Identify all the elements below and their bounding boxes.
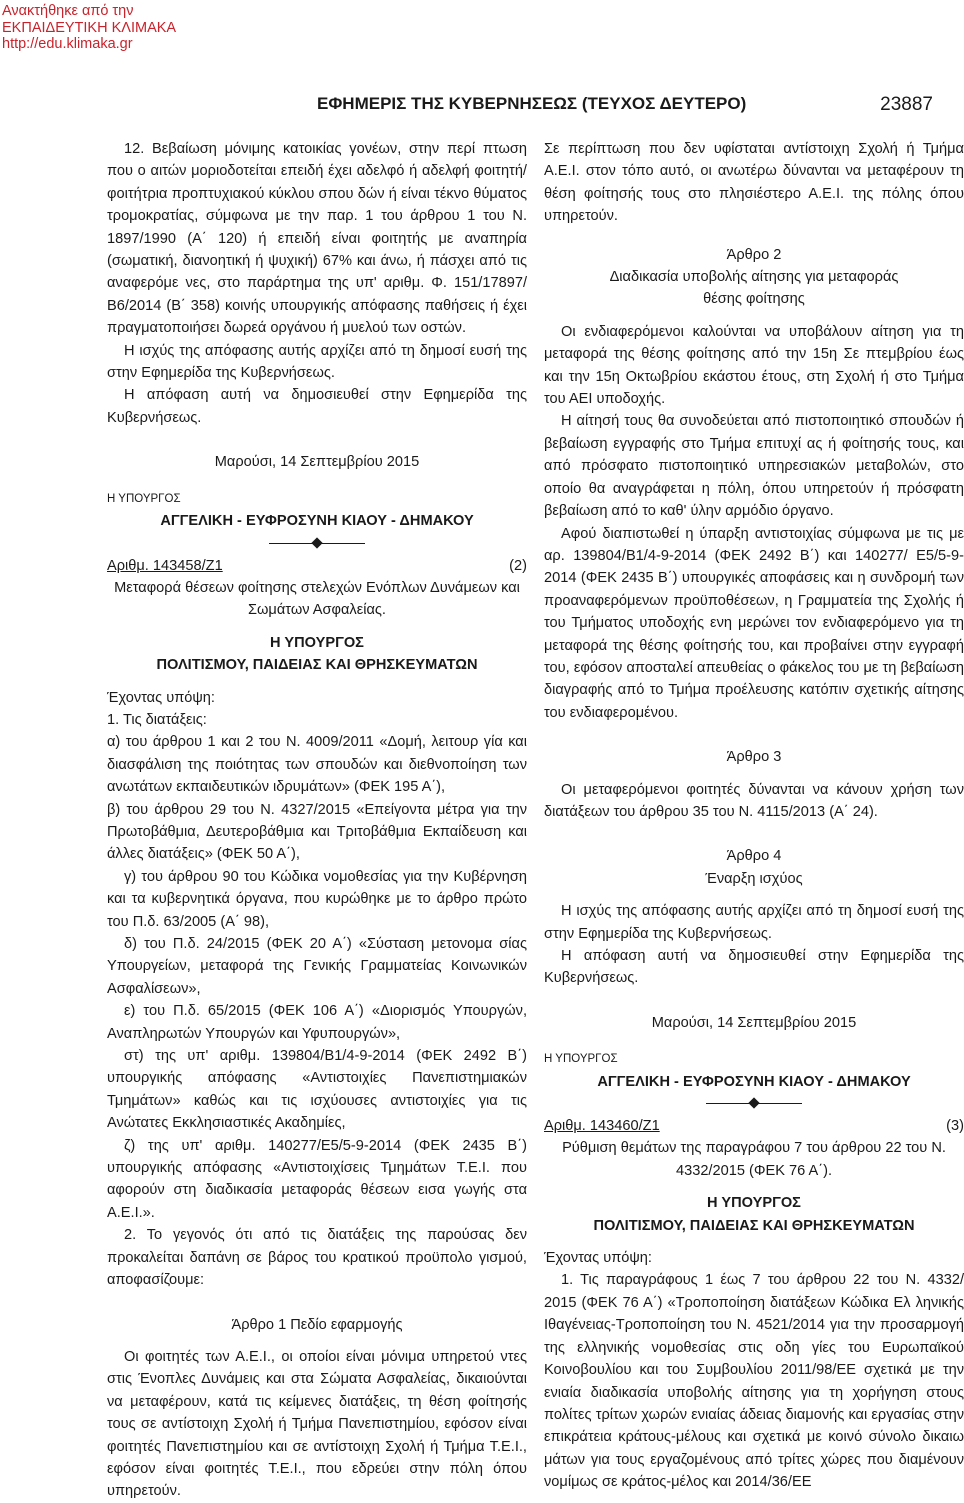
article-2-paragraph-1: Οι ενδιαφερόμενοι καλούνται να υποβάλουν αίτηση για τη μεταφορά της θέσης φοίτησης από την 15η Σε πτεμβρίου έως και την 15η Οκτωβρίου εκάστου έτους, στη Σχολή ή στο Τμήμα του ΑΕΙ υποδοχής. — [544, 323, 964, 408]
left-column — [107, 138, 527, 1503]
watermark — [2, 3, 176, 53]
minister-name-right: ΑΓΓΕΛΙΚΗ - ΕΥΦΡΟΣΥΝΗ ΚΙΑΟΥ - ΔΗΜΑΚΟΥ — [597, 1073, 911, 1090]
article-2-title-line-2: θέσης φοίτησης — [703, 291, 805, 308]
article-2-label: Άρθρο 2 — [726, 246, 782, 263]
separator-ornament-right — [706, 1097, 802, 1111]
decision-number: Αριθμ. 143458/Ζ1 — [107, 557, 223, 574]
item-g: γ) του άρθρου 90 του Κώδικα νομοθεσίας για την Κυβέρνηση και τα κυβερνητικά όργανα, που κυρώθηκε με το άρθρο πρώτο του Π.δ. 63/2005 (Α΄ 98), — [107, 868, 527, 930]
watermark-link[interactable]: http://edu.klimaka.gr — [2, 36, 133, 52]
gazette-title: ΕΦΗΜΕΡΙΣ ΤΗΣ ΚΥΒΕΡΝΗΣΕΩΣ (ΤΕΥΧΟΣ ΔΕΥΤΕΡΟ) — [317, 94, 747, 113]
article-2-paragraph-3: Αφού διαπιστωθεί η ύπαρξη αντιστοιχίας σύμφωνα με τις με αρ. 139804/Β1/4-9-2014 (ΦΕΚ 2492 Β΄) και 140277/ Ε5/5-9-2014 (ΦΕΚ 2435 Β΄) υπουργικές αποφάσεις και η συνδρομή των προαναφερόμενων προϋποθέσεων, η Γραμματεία της Σχολής ή του Τμήματος υποδοχής ενη μερώνει τον ενδιαφερόμενο για τη μεταφορά της θέσης φοίτησής του, και προβαίνει στην εγγραφή του, εφόσον αποσταλεί απευθείας ο φάκελος του με τη βεβαίωση διαγραφής από το Τμήμα προέλευσης κατόπιν σχετικής αίτησης του ενδιαφερομένου. — [544, 525, 964, 721]
issuer-title: Η ΥΠΟΥΡΓΟΣ — [270, 634, 364, 651]
right-column — [544, 138, 964, 1494]
article-4-paragraph-1: Η ισχύς της απόφασης αυτής αρχίζει από τη δημοσί ευσή της στην Εφημερίδα της Κυβερνήσεως. — [544, 903, 964, 942]
item-a: α) του άρθρου 1 και 2 του Ν. 4009/2011 «Δομή, λειτουρ γία και διασφάλιση της ποιότητας των σπουδών και διεθνοποίηση των ανωτάτων εκπαιδευτικών ιδρυμάτων» (ΦΕΚ 195 Α΄), — [107, 734, 527, 796]
page-header — [317, 94, 933, 116]
article-1-text: Οι φοιτητές των Α.Ε.Ι., οι οποίοι είναι μόνιμα υπηρετού ντες στις Ένοπλες Δυνάμεις και στα Σώματα Ασφαλείας, δικαιούνται να μεταφέρουν, κατά τις κείμενες διατάξεις, τη θέση φοίτησής τους σε αντίστοιχη Σχολή ή Τμήμα Πανεπιστημίου, εφόσον είναι φοιτητές Πανεπιστημίου και σε αντίστοιχη Σχολή ή Τμήμα Τ.Ε.Ι., εφόσον είναι φοιτητές Τ.Ε.Ι., που εδρεύει στην πόλη όπου υπηρετούν. — [107, 1348, 527, 1500]
decision-subject: Μεταφορά θέσεων φοίτησης στελεχών Ενόπλων Δυνάμεων και Σωμάτων Ασφαλείας. — [114, 579, 520, 619]
decision-number-right: Αριθμ. 143460/Ζ1 — [544, 1118, 660, 1135]
watermark-line-2: ΕΚΠΑΙΔΕΥΤΙΚΗ ΚΛΙΜΑΚΑ — [2, 19, 177, 36]
place-date-right: Μαρούσι, 14 Σεπτεμβρίου 2015 — [651, 1014, 857, 1031]
considering-label: Έχοντας υπόψη: — [107, 689, 215, 706]
item-2: 2. Το γεγονός ότι από τις διατάξεις της παρούσας δεν προκαλείται δαπάνη σε βάρος του κρατικού προϋπολο γισμού, αποφασίζουμε: — [107, 1227, 527, 1289]
paragraph-item-12: 12. Βεβαίωση μόνιμης κατοικίας γονέων, στην περί πτωση που ο αιτών μοριοδοτείται επειδή έχει αδελφό ή αδελφή φοιτητή/φοιτήτρια προπτυχιακού κύκλου σπου δών ή είναι τέκνο θύματος τρομοκρατίας, σύμφωνα με την παρ. 1 του άρθρου 1 του Ν. 1897/1990 (Α΄ 120) ή επειδή είναι φοιτητής με αναπηρία (σωματική, διανοητική ή ψυχική) 67% και άνω, ή πάσχει από τις αναφερόμε νες, στο παράρτημα της υπ' αριθμ. Φ. 151/17897/Β6/2014 (Β΄ 358) κοινής υπουργικής απόφασης παθήσεις ή έχει πραγματοποιήσει δωρεά οργάνου ή μυελού των οστών. — [107, 141, 527, 337]
item-e: ε) του Π.δ. 65/2015 (ΦΕΚ 106 Α΄) «Διορισμός Υπουργών, Αναπληρωτών Υπουργών και Υφυπουργών», — [107, 1003, 527, 1042]
minister-label-right: Η ΥΠΟΥΡΓΟΣ — [544, 1053, 618, 1066]
decision-index-right: (3) — [946, 1118, 964, 1135]
issuer-ministry: ΠΟΛΙΤΙΣΜΟΥ, ΠΑΙΔΕΙΑΣ ΚΑΙ ΘΡΗΣΚΕΥΜΑΤΩΝ — [156, 657, 478, 674]
article-1-title: Άρθρο 1 Πεδίο εφαρμογής — [231, 1316, 403, 1333]
article-2-paragraph-2: Η αίτησή τους θα συνοδεύεται από πιστοποιητικό σπουδών ή βεβαίωση εγγραφής στο Τμήμα επιτυχί ας ή φοίτησής τους, και από πρόσφατο πιστοποιητικό υπηρεσιακών μεταβολών, στο οποίο θα αναγράφεται η πόλη, όπου υπηρετούν ή πρόσφατη βεβαίωση από το καθ' ύλην αρμόδιο όργανο. — [544, 413, 964, 520]
minister-name: ΑΓΓΕΛΙΚΗ - ΕΥΦΡΟΣΥΝΗ ΚΙΑΟΥ - ΔΗΜΑΚΟΥ — [160, 513, 474, 530]
decision-header — [107, 555, 527, 577]
paragraph-continued: Σε περίπτωση που δεν υφίσταται αντίστοιχη Σχολή ή Τμήμα Α.Ε.Ι. στον τόπο αυτό, οι ανωτέρω δύνανται να μεταφέρουν τη θέση φοίτησής τους στο πλησιέστερο Α.Ε.Ι. της πόλης όπου υπηρετούν. — [544, 141, 964, 225]
decision-subject-right: Ρύθμιση θεμάτων της παραγράφου 7 του άρθρου 22 του Ν. 4332/2015 (ΦΕΚ 76 Α΄). — [562, 1140, 946, 1179]
item-b: β) του άρθρου 29 του Ν. 4327/2015 «Επείγοντα μέτρα για την Πρωτοβάθμια, Δευτεροβάθμια και Τριτοβάθμια Εκπαίδευση και άλλες διατάξεις» (ΦΕΚ 50 Α΄), — [107, 801, 527, 863]
article-3-label: Άρθρο 3 — [726, 749, 782, 766]
item-d: δ) του Π.δ. 24/2015 (ΦΕΚ 20 Α΄) «Σύσταση μετονομα σίας Υπουργείων, μεταφορά της Γενικής Γραμματείας Κοινωνικών Ασφαλίσεων», — [107, 936, 527, 997]
item-1-right: 1. Τις παραγράφους 1 έως 7 του άρθρου 22 του Ν. 4332/ 2015 (ΦΕΚ 76 Α΄) «Τροποποίηση διατάξεων Κώδικα Ελ ληνικής Ιθαγένειας-Τροποποίηση του Ν. 4521/2014 για την προσαρμογή της ελληνικής νομοθεσίας στις οδη γίες του Ευρωπαϊκού Κοινοβουλίου και του Συμβουλίου 2011/98/ΕΕ σχετικά με την ενιαία διαδικασία υποβολής αίτησης για τη χορήγηση στους πολίτες τρίτων χωρών ενιαίας άδειας διαμονής και εργασίας στην επικράτεια κράτους-μέλους και σχετικά με κοινό σύνολο δικαιω μάτων για τους εργαζομένους από τρίτες χώρες που διαμένουν νομίμως σε κράτος-μέλος και 2014/36/ΕΕ — [544, 1272, 964, 1491]
article-2-title-line-1: Διαδικασία υποβολής αίτησης για μεταφοράς — [609, 269, 899, 286]
item-1: 1. Τις διατάξεις: — [107, 711, 207, 728]
issuer-ministry-right: ΠΟΛΙΤΙΣΜΟΥ, ΠΑΙΔΕΙΑΣ ΚΑΙ ΘΡΗΣΚΕΥΜΑΤΩΝ — [593, 1217, 915, 1234]
item-st: στ) της υπ' αριθμ. 139804/Β1/4-9-2014 (ΦΕΚ 2492 Β΄) υπουργικής απόφασης «Αντιστοιχίες Πανεπιστημιακών Τμημάτων» καθώς και τις ισχύουσες αντιστοιχίες για τις Ανώτατες Εκκλησιαστικές Ακαδημίες, — [107, 1048, 527, 1132]
considering-label-right: Έχοντας υπόψη: — [544, 1250, 652, 1267]
decision-index: (2) — [509, 557, 527, 574]
decision-header-right — [544, 1115, 964, 1137]
article-4-paragraph-2: Η απόφαση αυτή να δημοσιευθεί στην Εφημερίδα της Κυβερνήσεως. — [544, 948, 964, 987]
place-date: Μαρούσι, 14 Σεπτεμβρίου 2015 — [214, 454, 420, 471]
article-4-label: Άρθρο 4 — [726, 848, 782, 865]
minister-label: Η ΥΠΟΥΡΓΟΣ — [107, 492, 181, 505]
item-z: ζ) της υπ' αριθμ. 140277/Ε5/5-9-2014 (ΦΕΚ 2435 Β΄) υπουργικής απόφασης «Αντιστοιχίσεις Τμημάτων Τ.Ε.Ι. που αφορούν στη διαδικασία μεταφοράς θέσεων εισα γωγής στα Α.Ε.Ι.». — [107, 1137, 527, 1221]
article-4-title: Έναρξη ισχύος — [705, 870, 803, 887]
paragraph-publish: Η απόφαση αυτή να δημοσιευθεί στην Εφημερίδα της Κυβερνήσεως. — [107, 387, 527, 426]
watermark-line-1: Ανακτήθηκε από την — [2, 3, 134, 19]
separator-ornament — [269, 537, 365, 551]
article-3-text: Οι μεταφερόμενοι φοιτητές δύνανται να κάνουν χρήση των διατάξεων του άρθρου 35 του Ν. 4115/2013 (Α΄ 24). — [544, 781, 964, 820]
paragraph-validity: Η ισχύς της απόφασης αυτής αρχίζει από τη δημοσί ευσή της στην Εφημερίδα της Κυβερνήσεως. — [107, 342, 527, 382]
issuer-title-right: Η ΥΠΟΥΡΓΟΣ — [707, 1195, 801, 1212]
page-number: 23887 — [880, 94, 933, 115]
